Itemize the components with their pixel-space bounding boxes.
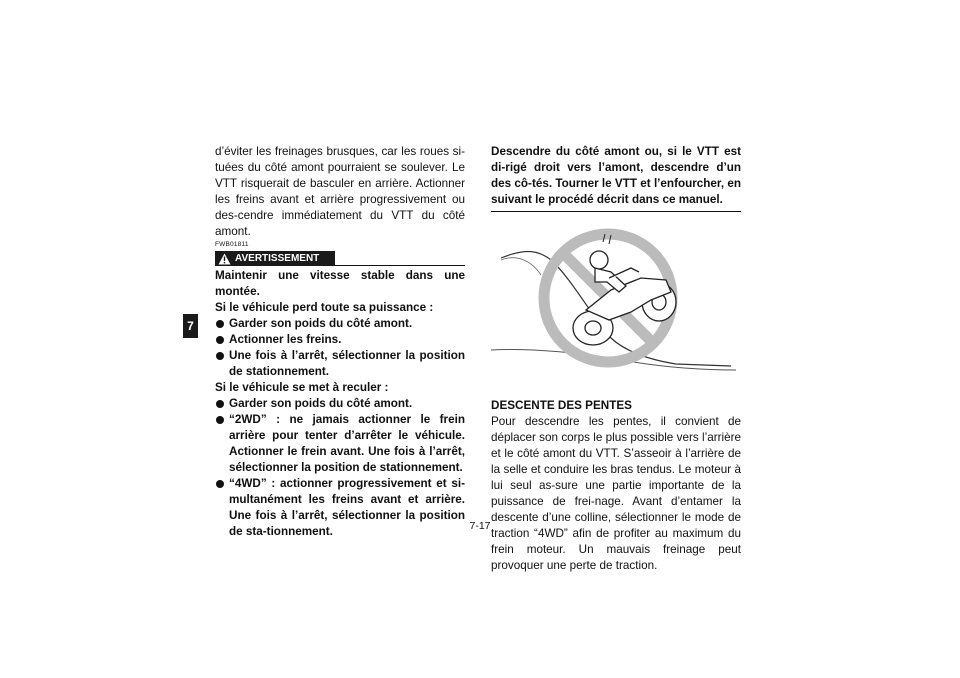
- bullet-icon: [216, 352, 224, 360]
- warning-code: FWB01811: [215, 241, 249, 248]
- warning-badge: [215, 251, 335, 266]
- warning-end-rule: [491, 211, 741, 212]
- bullet-icon: [216, 336, 224, 344]
- bullet-icon: [216, 416, 224, 424]
- warning-line-3: Si le véhicule se met à reculer :: [215, 381, 389, 394]
- list-item: “2WD” : ne jamais actionner le frein arrière pour tenter d’arrêter le véhicule. Actionner le frein avant. Une fois à l’arrêt, sélectionner la position de stationnement.: [215, 412, 465, 476]
- page-number: 7-17: [469, 520, 491, 532]
- warning-triangle-icon: [218, 253, 231, 265]
- chapter-tab: 7: [183, 314, 198, 338]
- bullet-icon: [216, 320, 224, 328]
- warning-rule: [335, 265, 465, 266]
- list-item: “4WD” : actionner progressivement et si-multanément les freins avant et arrière. Une fois à l’arrêt, sélectionner la position de sta-tionnement.: [215, 476, 465, 540]
- list-item: Actionner les freins.: [215, 332, 465, 348]
- warning-header: [215, 250, 465, 268]
- warning-label: AVERTISSEMENT: [235, 252, 320, 264]
- atv-no-dismount-downhill-icon: [491, 220, 741, 378]
- intro-paragraph: d’éviter les freinages brusques, car les roues si-tuées du côté amont pourraient se soulever. Le VTT risquerait de basculer en arrière. Actionner les freins avant et arrière progressivement ou des-cendre immédiatement du VTT du côté amont.: [215, 145, 465, 238]
- descent-paragraph: Pour descendre les pentes, il convient de déplacer son corps le plus possible vers l’arrière et le côté amont du VTT. S’asseoir à l’arrière de la selle et conduire les bras tendus. Le moteur à lui seul as-sure une partie importante de la puissance de frei-nage. Avant d’entamer la descente d’une colline, sélectionner le mode de traction “4WD” afin de profiter au maximum du frein moteur. Un mauvais freinage peut provoquer une perte de traction.: [491, 415, 741, 572]
- power-loss-list: [215, 316, 465, 380]
- atv-prohibited-illustration: [491, 220, 741, 378]
- warning-line-1: Maintenir une vitesse stable dans une montée.: [215, 269, 465, 298]
- left-column: [215, 144, 465, 540]
- right-column: [491, 144, 741, 574]
- section-heading: DESCENTE DES PENTES: [491, 399, 632, 412]
- bullet-icon: [216, 480, 224, 488]
- warning-line-2: Si le véhicule perd toute sa puissance :: [215, 301, 434, 314]
- list-item: Garder son poids du côté amont.: [215, 396, 465, 412]
- bullet-icon: [216, 400, 224, 408]
- right-warning-text: Descendre du côté amont ou, si le VTT est di-rigé droit vers l’amont, descendre d’un des cô-tés. Tourner le VTT et l’enfourcher, en suivant le procédé décrit dans ce manuel.: [491, 145, 741, 206]
- list-item: Garder son poids du côté amont.: [215, 316, 465, 332]
- rollback-list: [215, 396, 465, 540]
- list-item: Une fois à l’arrêt, sélectionner la position de stationnement.: [215, 348, 465, 380]
